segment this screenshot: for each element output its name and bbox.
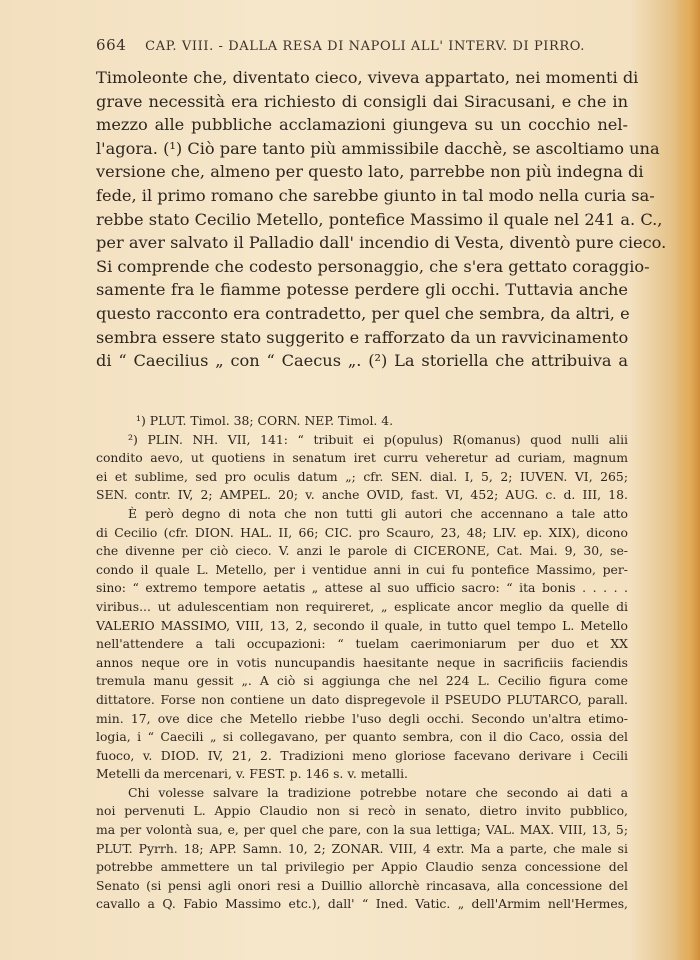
footnote-line: annos neque ore in votis nuncupandis haesitante neque in sacrificiis faciendis bbox=[96, 654, 628, 670]
footnote-line: cavallo a Q. Fabio Massimo etc.), dall' “ Ined. Vatic. „ dell'Armim nell'Hermes, bbox=[96, 896, 628, 912]
footnote-line: di Cecilio (cfr. DION. HAL. II, 66; CIC. pro Scauro, 23, 48; LIV. ep. XIX), dicono bbox=[96, 524, 628, 540]
text-line: per aver salvato il Palladio dall' incendio di Vesta, diventò pure cieco. bbox=[96, 233, 667, 253]
footnote-line: potrebbe ammettere un tal privilegio per Appio Claudio senza concessione del bbox=[96, 859, 628, 875]
text-line: questo racconto era contradetto, per quel che sembra, da altri, e bbox=[96, 303, 630, 323]
footnote-line: condito aevo, ut quotiens in senatum iret curru veheretur ad curiam, magnum bbox=[96, 450, 628, 466]
text-line: fede, il primo romano che sarebbe giunto in tal modo nella curia sa- bbox=[96, 185, 655, 205]
footnote-line: È però degno di nota che non tutti gli autori che accennano a tale atto bbox=[128, 505, 628, 521]
footnote-line: nell'attendere a tali occupazioni: “ tuelam caerimoniarum per duo et XX bbox=[96, 636, 628, 652]
text-line: Si comprende che codesto personaggio, che s'era gettato coraggio- bbox=[96, 256, 650, 276]
footnote-line: fuoco, v. DIOD. IV, 21, 2. Tradizioni meno gloriose facevano derivare i Cecili bbox=[96, 747, 628, 763]
footnote-line: min. 17, ove dice che Metello riebbe l'uso degli occhi. Secondo un'altra etimo- bbox=[96, 710, 628, 726]
text-line: sembra essere stato suggerito e rafforzato da un ravvicinamento bbox=[96, 327, 629, 347]
running-title: CAP. VIII. - DALLA RESA DI NAPOLI ALL' INTERV. DI PIRRO. bbox=[145, 39, 586, 54]
footnote-line: condo il quale L. Metello, per i ventidue anni in cui fu pontefice Massimo, per- bbox=[96, 561, 628, 577]
footnote-line: che divenne per ciò cieco. V. anzi le parole di CICERONE, Cat. Mai. 9, 30, se- bbox=[96, 543, 628, 559]
text-line: l'agora. (¹) Ciò pare tanto più ammissibile dacchè, se ascoltiamo una bbox=[96, 138, 660, 158]
running-header bbox=[96, 36, 656, 54]
footnote-line: dittatore. Forse non contiene un dato dispregevole il PSEUDO PLUTARCO, parall. bbox=[96, 691, 628, 707]
footnote-line: ma per volontà sua, e, per quel che pare, con la sua lettiga; VAL. MAX. VIII, 13, 5; bbox=[96, 822, 628, 838]
text-line: di “ Caecilius „ con “ Caecus „. (²) La storiella che attribuiva a bbox=[96, 351, 628, 371]
text-line: Timoleonte che, diventato cieco, viveva appartato, nei momenti di bbox=[96, 68, 639, 87]
footnote-line: sino: “ extremo tempore aetatis „ attese al suo ufficio sacro: “ ita bonis . . . . . bbox=[96, 580, 628, 596]
footnote-line: ²) PLIN. NH. VII, 141: “ tribuit ei p(opulus) R(omanus) quod nulli alii bbox=[128, 431, 628, 447]
footnote-line: Senato (si pensi agli onori resi a Duillio allorchè rincasava, alla concessione del bbox=[96, 877, 628, 893]
text-line: rebbe stato Cecilio Metello, pontefice Massimo il quale nel 241 a. C., bbox=[96, 209, 663, 229]
footnote-line: Metelli da mercenari, v. FEST. p. 146 s. v. metalli. bbox=[96, 766, 408, 782]
page-edge-shadow bbox=[674, 0, 700, 960]
footnote-line: tremula manu gessit „. A ciò si aggiunga che nel 224 L. Cecilio figura come bbox=[96, 673, 628, 689]
footnote-line: Chi volesse salvare la tradizione potrebbe notare che secondo ai dati a bbox=[128, 784, 628, 800]
footnote-line: SEN. contr. IV, 2; AMPEL. 20; v. anche OVID, fast. VI, 452; AUG. c. d. III, 18. bbox=[96, 487, 628, 503]
footnotes bbox=[96, 412, 628, 914]
footnote-line: ¹) PLUT. Timol. 38; CORN. NEP. Timol. 4. bbox=[136, 413, 394, 428]
footnote-line: VALERIO MASSIMO, VIII, 13, 2, secondo il quale, in tutto quel tempo L. Metello bbox=[96, 617, 628, 633]
text-line: samente fra le fiamme potesse perdere gli occhi. Tuttavia anche bbox=[96, 280, 628, 300]
footnote-line: PLUT. Pyrrh. 18; APP. Samn. 10, 2; ZONAR. VIII, 4 extr. Ma a parte, che male si bbox=[96, 840, 628, 856]
text-line: mezzo alle pubbliche acclamazioni giungeva su un cocchio nel- bbox=[96, 115, 628, 135]
footnote-line: logia, i “ Caecili „ si collegavano, per quanto sembra, con il dio Caco, ossia del bbox=[96, 729, 628, 745]
footnote-line: ei et sublime, sed pro oculis datum „; cfr. SEN. dial. I, 5, 2; IUVEN. VI, 265; bbox=[96, 468, 628, 484]
main-text bbox=[96, 66, 667, 373]
footnote-line: noi pervenuti L. Appio Claudio non si recò in senato, dietro invito pubblico, bbox=[96, 803, 628, 819]
footnote-line: viribus... ut adulescentiam non requireret, „ esplicate ancor meglio da quelle di bbox=[96, 598, 628, 614]
text-line: grave necessità era richiesto di consigli dai Siracusani, e che in bbox=[96, 91, 628, 111]
text-line: versione che, almeno per questo lato, parrebbe non più indegna di bbox=[96, 162, 644, 182]
page-number: 664 bbox=[96, 36, 127, 54]
